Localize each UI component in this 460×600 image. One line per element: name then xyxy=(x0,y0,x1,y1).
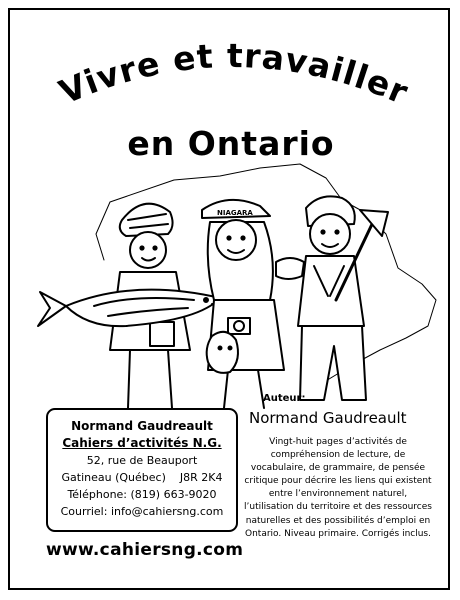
website-link[interactable]: www.cahiersng.com xyxy=(46,540,244,560)
publisher-street: 52, rue de Beauport xyxy=(86,454,198,467)
publisher-postal-code: J8R 2K4 xyxy=(179,471,223,484)
author-name: Normand Gaudreault xyxy=(249,409,407,427)
cover-illustration xyxy=(24,150,444,412)
publisher-company: Cahiers d’activités N.G. xyxy=(62,436,222,450)
boy-with-fish-icon xyxy=(38,204,220,408)
cover-page xyxy=(8,8,450,590)
title-line-1: Vivre et travailler xyxy=(53,35,415,113)
publisher-phone: Téléphone: (819) 663-9020 xyxy=(67,488,217,501)
publisher-email: Courriel: info@cahiersng.com xyxy=(60,505,224,518)
publisher-info-box xyxy=(46,408,238,532)
boy-with-axe-icon xyxy=(298,196,388,400)
cap-text: NIAGARA xyxy=(217,209,253,217)
publisher-city: Gatineau (Québec) xyxy=(61,471,166,484)
publisher-name: Normand Gaudreault xyxy=(71,419,213,433)
book-description: Vingt-huit pages d’activités de compréhension de lecture, de vocabulaire, de grammaire, de pensée critique pour décrire les liens qui existent entre l’environnement naturel, l’utilisation du territoire et des ressources naturelles et des possibilités d’emploi en Ontario. Niveau primaire. Corrigés inclus. xyxy=(244,437,432,539)
girl-with-camera-icon xyxy=(202,200,304,408)
author-label: Auteur: xyxy=(263,393,306,404)
publisher-city-row xyxy=(48,469,236,486)
title-line-2: en Ontario xyxy=(127,124,335,163)
